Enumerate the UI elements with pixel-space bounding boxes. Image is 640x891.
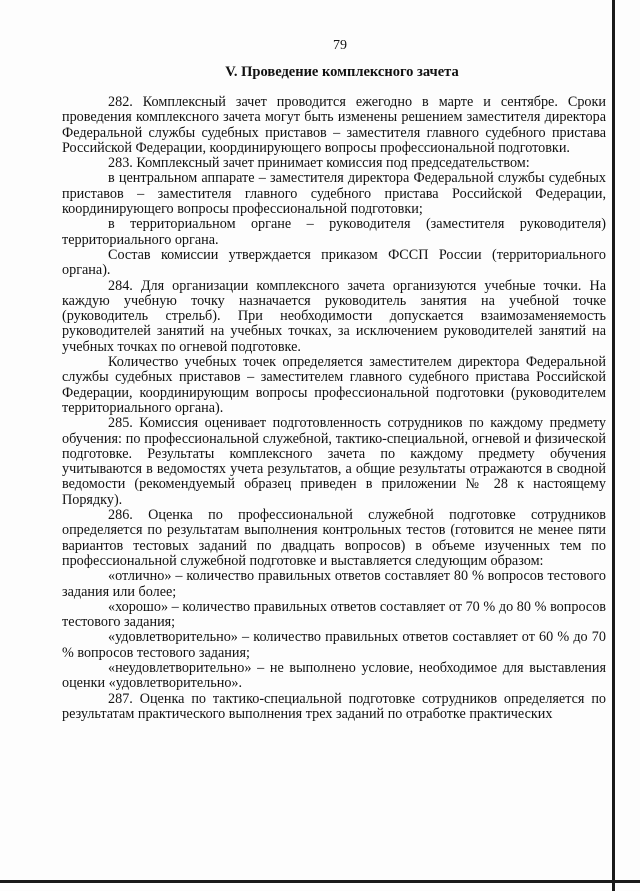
- grade-satisfactory: «удовлетворительно» – количество правильных ответов составляет от 60 % до 70 % вопросов тестового задания;: [62, 629, 606, 661]
- paragraph-284-points: Количество учебных точек определяется заместителем директора Федеральной службы судебных приставов – заместителем главного судебного пристава Российской Федерации, координирующим вопросы профессиональной подготовки (руководителем территориального органа).: [62, 354, 606, 416]
- paragraph-283-central: в центральном аппарате – заместителя директора Федеральной службы судебных приставов – заместителя главного судебного пристава Российской Федерации, координирующего вопросы профессиональной подготовки;: [62, 170, 606, 218]
- paragraph-284: 284. Для организации комплексного зачета организуются учебные точки. На каждую учебную точку назначается руководитель занятия на учебной точке (руководитель стрельб). При необходимости допускается взаимозаменяемость руководителей занятий на учебных точках, за исключением руководителей занятий на учебных точках по огневой подготовке.: [62, 277, 606, 355]
- grade-good: «хорошо» – количество правильных ответов составляет от 70 % до 80 % вопросов тестового задания;: [62, 598, 606, 631]
- paragraph-283-territorial: в территориальном органе – руководителя (заместителя руководителя) территориального органа.: [62, 216, 606, 248]
- paragraph-282: 282. Комплексный зачет проводится ежегодно в марте и сентябре. Сроки проведения комплексного зачета могут быть изменены решением заместителя директора Федеральной службы судебных приставов – заместителя главного судебного пристава Российской Федерации, координирующего вопросы профессиональной подготовки.: [62, 94, 606, 156]
- grade-excellent: «отлично» – количество правильных ответов составляет 80 % вопросов тестового задания или более;: [62, 568, 606, 600]
- paragraph-287: 287. Оценка по тактико-специальной подготовке сотрудников определяется по результатам практического выполнения трех заданий по отработке практических: [62, 690, 606, 722]
- grade-unsatisfactory: «неудовлетворительно» – не выполнено условие, необходимое для выставления оценки «удовлетворительно».: [62, 659, 606, 692]
- paragraph-283: 283. Комплексный зачет принимает комиссия под председательством:: [108, 155, 530, 172]
- document-body: [62, 95, 606, 722]
- paragraph-286: 286. Оценка по профессиональной служебной подготовке сотрудников определяется по результатам выполнения контрольных тестов (готовится не менее пяти вариантов тестовых заданий по двадцать вопросов) в объеме изученных тем по профессиональной служебной подготовке и выставляется следующим образом:: [62, 507, 606, 569]
- section-title: V. Проведение комплексного зачета: [225, 64, 459, 80]
- paragraph-commission-composition: Состав комиссии утверждается приказом ФССП России (территориального органа).: [62, 246, 606, 279]
- scan-edge-bottom: [0, 880, 640, 883]
- paragraph-285: 285. Комиссия оценивает подготовленность сотрудников по каждому предмету обучения: по профессиональной служебной, тактико-специальной, огневой и физической подготовке. Результаты комплексного зачета по каждому предмету обучения учитываются в ведомостях учета результатов, а общие результаты отражаются в сводной ведомости (рекомендуемый образец приведен в приложении № 28 к настоящему Порядку).: [62, 415, 606, 508]
- scan-edge-right: [612, 0, 615, 891]
- page-number: 79: [333, 38, 347, 53]
